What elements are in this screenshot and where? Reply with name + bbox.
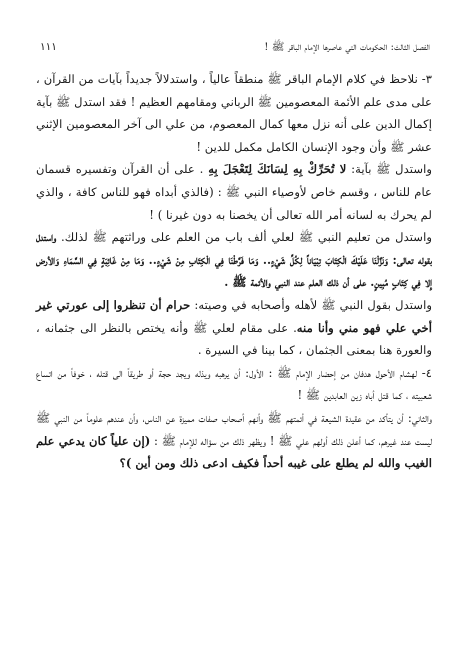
paragraph bbox=[36, 407, 432, 475]
paragraph-text: واستدل من تعليم النبي ﷺ لعلي ألف باب من العلم على وراثتهم ﷺ لذلك. bbox=[56, 230, 432, 245]
paragraph-text: ٣- نلاحظ في كلام الإمام الباقر ﷺ منطقاً عالياً ، واستدلالاً جديداً بآيات من القرآن ، على مدى علم الأئمة المعصومين ﷺ الرباني ومقامهم العظيم ! فقد استدل ﷺ بآية إكمال الدين على أنه نزل معها كمال المعصوم، من علي الى آخر المعصومين الإثني عشر ﷺ وأن وجود الإنسان الكامل مكمل للدين ! bbox=[36, 72, 432, 154]
paragraph bbox=[36, 294, 432, 362]
paragraph-text: واستدل ﷺ بآية: bbox=[346, 162, 433, 177]
paragraph-text: . على أن القرآن وتفسيره قسمان عام للناس ، وقسم خاص لأوصياء النبي ﷺ : (فالذي أبداه فهو للناس كافة ، والذي لم يحرك به لسانه أمر الله تعالى أن يخصنا به دون غيرنا ) ! bbox=[36, 162, 432, 222]
bold-text: واستدل بقوله تعالى: وَنَزَّلْنَا عَلَيْكَ الْكِتَابَ تِبْيَاناً لِكُلِّ شَيْءٍ.. وَمَا فَرَّطْنَا فِي الْكِتَابِ مِنْ شَيْءٍ.. وَمَا مِنْ غَائِبَةٍ فِي السَّمَاءِ وَالأرض إِلا فِي كِتَابٍ مُبِينٍ. على أن ذلك العلم عند النبي والأئمة ﷺ . bbox=[36, 230, 432, 290]
paragraph bbox=[36, 158, 432, 226]
paragraph-text: . على مقام لعلي ﷺ وأنه يختص بالنظر الى جثمانه ، والعورة هنا بمعنى الجثمان ، كما بينا في السيرة . bbox=[36, 320, 432, 358]
quran-quote: لا تُحَرِّكْ بِهِ لِسَانَكَ لِتَعْجَلَ بِهِ bbox=[208, 162, 347, 177]
paragraph-text: والثاني: أن يتأكد من عقيدة الشيعة في أئمتهم ﷺ وأنهم أصحاب صفات مميزة عن الناس، وأن عندهم علوماً من النبي ﷺ ليست عند غيرهم، كما أعلن ذلك أولهم علي ﷺ ! ويظهر ذلك من سؤاله للإمام ﷺ : bbox=[36, 410, 432, 448]
running-title: الفصل الثالث: الحكومات التي عاصرها الإمام الباقر ﷺ ! bbox=[264, 41, 430, 53]
paragraph bbox=[36, 362, 432, 407]
bold-text: حرام أن تنظروا إلى عورتي غير أخي علي فهو مني وأنا منه bbox=[36, 297, 432, 335]
bold-text: (إن علياً كان يدعي علم الغيب والله لم يطلع على غيبه أحداً فكيف ادعى ذلك ومن أين )؟ bbox=[36, 433, 432, 471]
page-header bbox=[40, 41, 430, 56]
paragraph bbox=[36, 68, 432, 158]
page-number: ١١١ bbox=[40, 41, 57, 53]
paragraph-text: واستدل بقول النبي ﷺ لأهله وأصحابه في وصيته: bbox=[190, 297, 432, 312]
paragraph bbox=[36, 226, 432, 294]
page-body bbox=[36, 68, 432, 475]
paragraph-text: ٤- لهشام الأحول هدفان من إحضار الإمام ﷺ : الأول: أن يرهبه ويذله ويجد حجة أو طريقاً الى قتله ، خوفاً من اتساع شعبيته ، كما قتل أباه زين العابدين ﷺ ! bbox=[36, 365, 432, 403]
